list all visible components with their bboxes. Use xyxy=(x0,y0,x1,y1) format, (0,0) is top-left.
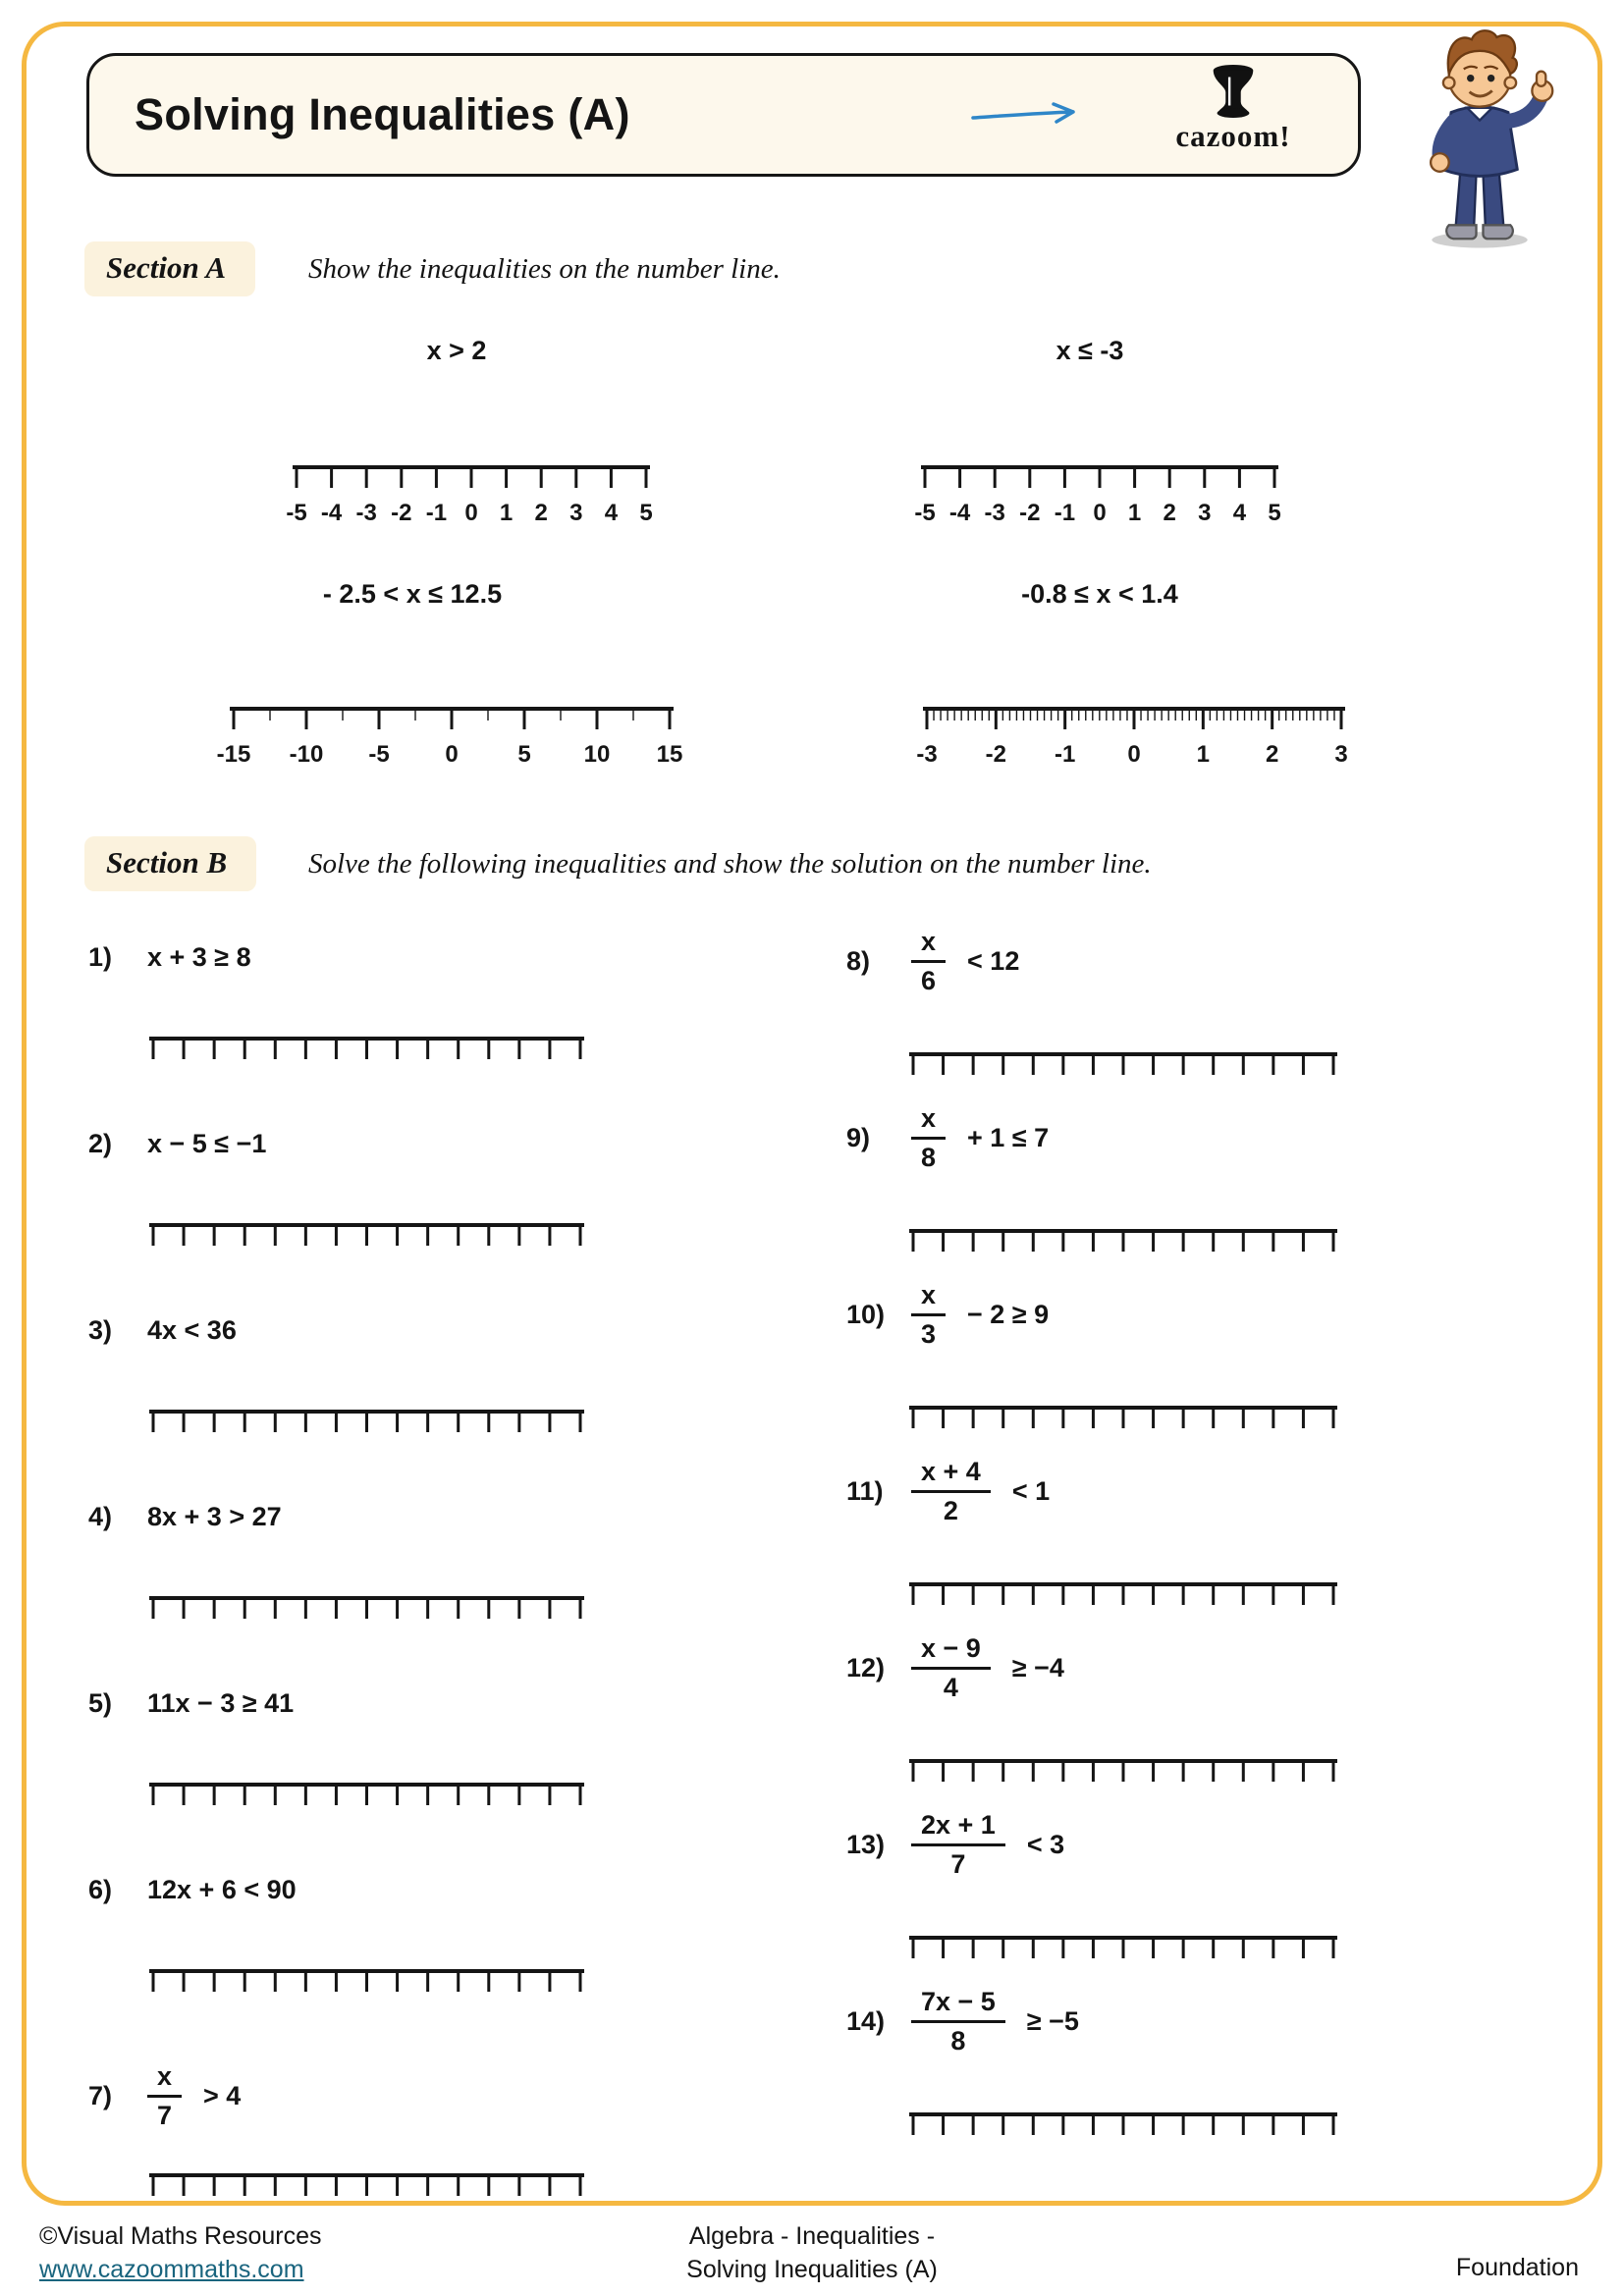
problem-number: 10) xyxy=(846,1300,886,1330)
fraction-denominator: 7 xyxy=(157,2101,173,2131)
fraction-denominator: 8 xyxy=(921,1143,937,1173)
section-b-left-column xyxy=(88,933,717,2238)
problem-14 xyxy=(846,1987,1475,2162)
fraction-numerator: x xyxy=(147,2061,182,2098)
answer-number-line xyxy=(909,1936,1337,1961)
answer-number-line xyxy=(149,1410,584,1435)
section-a-instruction: Show the inequalities on the number line. xyxy=(308,253,781,285)
cazoom-logo-text: cazoom! xyxy=(1175,119,1291,153)
topic-line: Algebra - Inequalities - xyxy=(688,2222,936,2250)
topic-line: Solving Inequalities (A) xyxy=(686,2255,938,2283)
problem-number: 2) xyxy=(88,1129,113,1158)
answer-number-line xyxy=(909,2112,1337,2138)
section-b-instruction: Solve the following inequalities and show the solution on the number line. xyxy=(308,848,1152,880)
fraction xyxy=(911,1103,946,1173)
number-line xyxy=(286,465,653,530)
svg-text:-5: -5 xyxy=(368,741,390,768)
svg-text:-3: -3 xyxy=(916,741,938,768)
number-line xyxy=(916,707,1348,772)
problem-expression: < 3 xyxy=(1026,1830,1065,1860)
answer-number-line xyxy=(149,2173,584,2199)
svg-text:1: 1 xyxy=(1196,741,1211,768)
page-footer xyxy=(0,2215,1624,2293)
svg-text:1: 1 xyxy=(499,500,514,526)
footer-topic-block xyxy=(0,2220,1624,2287)
problem-expression: x − 5 ≤ −1 xyxy=(147,1129,267,1158)
problem-number: 9) xyxy=(846,1123,871,1153)
fraction-numerator: x xyxy=(911,1280,946,1316)
svg-text:3: 3 xyxy=(1334,741,1348,768)
section-b-right-column xyxy=(846,925,1475,2162)
svg-text:-5: -5 xyxy=(914,500,936,526)
problem-expression: 8x + 3 > 27 xyxy=(147,1502,282,1531)
problem-3 xyxy=(88,1315,717,1492)
svg-text:5: 5 xyxy=(517,741,531,768)
problem-5 xyxy=(88,1688,717,1865)
inequality-expression: - 2.5 < x ≤ 12.5 xyxy=(322,579,503,609)
inequality-expression: -0.8 ≤ x < 1.4 xyxy=(1021,579,1178,609)
problem-6 xyxy=(88,1875,717,2052)
svg-text:-15: -15 xyxy=(216,741,251,768)
problem-expression: ≥ −5 xyxy=(1026,2006,1079,2037)
fraction xyxy=(911,1280,946,1350)
problem-number: 7) xyxy=(88,2081,113,2111)
svg-text:3: 3 xyxy=(569,500,583,526)
cazoom-logo-icon xyxy=(1142,64,1325,119)
svg-text:-1: -1 xyxy=(1054,741,1076,768)
answer-number-line xyxy=(149,1037,584,1062)
problem-number: 11) xyxy=(846,1476,884,1507)
fraction-denominator: 3 xyxy=(921,1319,937,1350)
fraction-denominator: 2 xyxy=(943,1496,958,1526)
problem-expression: < 12 xyxy=(967,946,1020,977)
svg-text:0: 0 xyxy=(1127,741,1141,768)
problem-number: 14) xyxy=(846,2006,886,2037)
svg-text:4: 4 xyxy=(604,500,619,526)
answer-number-line xyxy=(149,1783,584,1808)
fraction-denominator: 7 xyxy=(950,1849,966,1880)
svg-text:-2: -2 xyxy=(391,500,412,526)
svg-text:3: 3 xyxy=(1198,500,1212,526)
number-line xyxy=(914,465,1281,530)
answer-number-line xyxy=(909,1052,1337,1078)
mascot-illustration xyxy=(1373,24,1587,251)
answer-number-line xyxy=(909,1229,1337,1255)
problem-number: 13) xyxy=(846,1830,886,1860)
svg-text:1: 1 xyxy=(1127,500,1142,526)
title-box xyxy=(86,53,1361,177)
svg-text:-1: -1 xyxy=(1054,500,1076,526)
cazoom-logo xyxy=(1142,64,1325,154)
svg-text:5: 5 xyxy=(639,500,653,526)
fraction xyxy=(911,1810,1005,1880)
fraction-numerator: 7x − 5 xyxy=(911,1987,1005,2023)
fraction-denominator: 4 xyxy=(943,1673,958,1703)
problem-11 xyxy=(846,1457,1475,1631)
svg-text:-2: -2 xyxy=(1019,500,1041,526)
problem-number: 6) xyxy=(88,1875,113,1904)
svg-text:10: 10 xyxy=(583,741,611,768)
problem-10 xyxy=(846,1280,1475,1455)
problem-expression: − 2 ≥ 9 xyxy=(967,1300,1050,1330)
problem-number: 8) xyxy=(846,946,871,977)
fraction xyxy=(911,1457,991,1526)
number-line xyxy=(216,707,683,772)
answer-number-line xyxy=(149,1596,584,1622)
copyright-text: ©Visual Maths Resources xyxy=(39,2222,322,2250)
svg-text:2: 2 xyxy=(1163,500,1176,526)
problem-8 xyxy=(846,927,1475,1101)
svg-text:2: 2 xyxy=(534,500,548,526)
svg-text:15: 15 xyxy=(656,741,683,768)
fraction-numerator: x xyxy=(911,1103,946,1140)
inequality-expression: x ≤ -3 xyxy=(1056,336,1124,365)
section-b-heading: Section B xyxy=(84,836,256,891)
svg-text:0: 0 xyxy=(464,500,478,526)
svg-text:4: 4 xyxy=(1232,500,1247,526)
arrow-icon xyxy=(971,101,1097,129)
svg-text:0: 0 xyxy=(445,741,459,768)
website-link[interactable]: www.cazoommaths.com xyxy=(39,2255,304,2283)
svg-text:-3: -3 xyxy=(984,500,1005,526)
fraction-numerator: 2x + 1 xyxy=(911,1810,1005,1846)
problem-expression: + 1 ≤ 7 xyxy=(967,1123,1050,1153)
fraction xyxy=(147,2061,182,2131)
svg-text:-10: -10 xyxy=(289,741,324,768)
problem-expression: 4x < 36 xyxy=(147,1315,237,1345)
fraction xyxy=(911,1987,1005,2056)
fraction xyxy=(911,1633,991,1703)
problem-number: 3) xyxy=(88,1315,113,1345)
problem-9 xyxy=(846,1103,1475,1278)
svg-text:2: 2 xyxy=(1265,741,1279,768)
problem-number: 4) xyxy=(88,1502,113,1531)
answer-number-line xyxy=(149,1223,584,1249)
page-title: Solving Inequalities (A) xyxy=(135,89,630,139)
fraction-numerator: x + 4 xyxy=(911,1457,991,1493)
answer-number-line xyxy=(909,1582,1337,1608)
problem-expression: ≥ −4 xyxy=(1011,1653,1064,1683)
difficulty-level-label: Foundation xyxy=(1455,2254,1579,2281)
svg-text:5: 5 xyxy=(1268,500,1281,526)
problem-number: 12) xyxy=(846,1653,886,1683)
svg-text:-4: -4 xyxy=(948,500,971,526)
problem-number: 1) xyxy=(88,942,113,972)
answer-number-line xyxy=(149,1969,584,1995)
svg-text:-1: -1 xyxy=(425,500,448,526)
problem-12 xyxy=(846,1633,1475,1808)
problem-13 xyxy=(846,1810,1475,1985)
problem-expression: 11x − 3 ≥ 41 xyxy=(147,1688,295,1718)
svg-text:-5: -5 xyxy=(286,500,307,526)
inequality-expression: x > 2 xyxy=(426,336,487,365)
fraction-numerator: x − 9 xyxy=(911,1633,991,1670)
problem-4 xyxy=(88,1502,717,1679)
section-a-heading: Section A xyxy=(84,241,255,296)
fraction-denominator: 8 xyxy=(950,2026,966,2056)
svg-text:-4: -4 xyxy=(320,500,343,526)
svg-text:0: 0 xyxy=(1093,500,1107,526)
svg-text:-2: -2 xyxy=(985,741,1007,768)
fraction-numerator: x xyxy=(911,927,946,963)
answer-number-line xyxy=(909,1759,1337,1785)
problem-2 xyxy=(88,1129,717,1306)
problem-1 xyxy=(88,942,717,1119)
problem-expression: 12x + 6 < 90 xyxy=(147,1875,297,1904)
svg-text:-3: -3 xyxy=(355,500,377,526)
problem-expression: < 1 xyxy=(1011,1476,1051,1507)
answer-number-line xyxy=(909,1406,1337,1431)
problem-expression: x + 3 ≥ 8 xyxy=(147,942,251,972)
fraction-denominator: 6 xyxy=(921,966,937,996)
problem-expression: > 4 xyxy=(203,2081,242,2111)
problem-number: 5) xyxy=(88,1688,113,1718)
problem-7 xyxy=(88,2061,717,2238)
fraction xyxy=(911,927,946,996)
